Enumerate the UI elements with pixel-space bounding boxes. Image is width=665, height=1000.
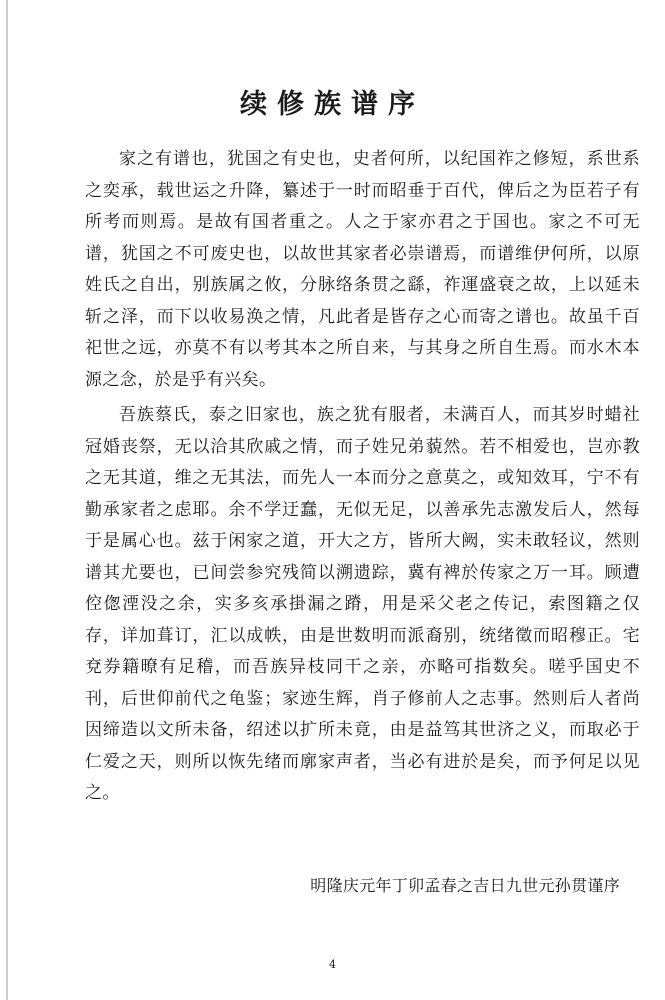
signature-line: 明隆庆元年丁卯孟春之吉日九世元孙贯谨序 [310,876,620,895]
paragraph-2: 吾族蔡氏，泰之旧家也，族之犹有服者，未满百人，而其岁时蜡社冠婚丧祭，无以洽其欣戚之情，而子姓兄弟藐然。若不相爱也，岂亦教之无其道，维之无其法，而先人一本而分之意莫之，或知效耳，宁不有勤承家者之虑耶。余不学迂蠢，无似无足，以善承先志激发后人，然每于是属心也。兹于闲家之道，开大之方，皆所大阙，实未敢轻议，然则谱其尤要也，已间尝参究残简以溯遗踪，冀有裨於传家之万一耳。顾遭倥偬湮没之余，实多亥承掛漏之蹐，用是采父老之传记，索图籍之仅存，详加葺订，汇以成帙，由是世数明而派裔别，统绪徵而昭穆正。宅兗券籍暸有足稽，而吾族异枝同干之亲，亦略可指数矣。嗟乎国史不刊，后世仰前代之龟鉴；家迹生辉，肖子修前人之志事。然则后人者尚因缔造以文所未备，绍述以扩所未竟，由是益笃其世济之义，而取必于仁爱之天，则所以恢先绪而廓家声者，当必有进於是矣，而予何足以见之。 [85,405,640,803]
document-body [85,144,640,810]
page-number: 4 [329,958,336,971]
document-title: 续修族谱序 [240,89,425,120]
page-edge-line [6,0,8,1000]
paragraph-1: 家之有谱也，犹国之有史也，史者何所，以纪国祚之修短，系世系之奕承，载世运之升降，纂述于一时而昭垂于百代，俾后之为臣若子有所考而则焉。是故有国者重之。人之于家亦君之于国也。家之不可无谱，犹国之不可废史也，以故世其家者必崇谱焉，而谱维伊何所，以原姓氏之自出，别族属之攸，分脉络条贯之繇，祚運盛衰之故，上以延未斩之泽，而下以收易涣之情，凡此者是皆存之心而寄之谱也。故虽千百祀世之远，亦莫不有以考其本之所自来，与其身之所自生焉。而水木本源之念，於是乎有兴矣。 [85,149,640,390]
